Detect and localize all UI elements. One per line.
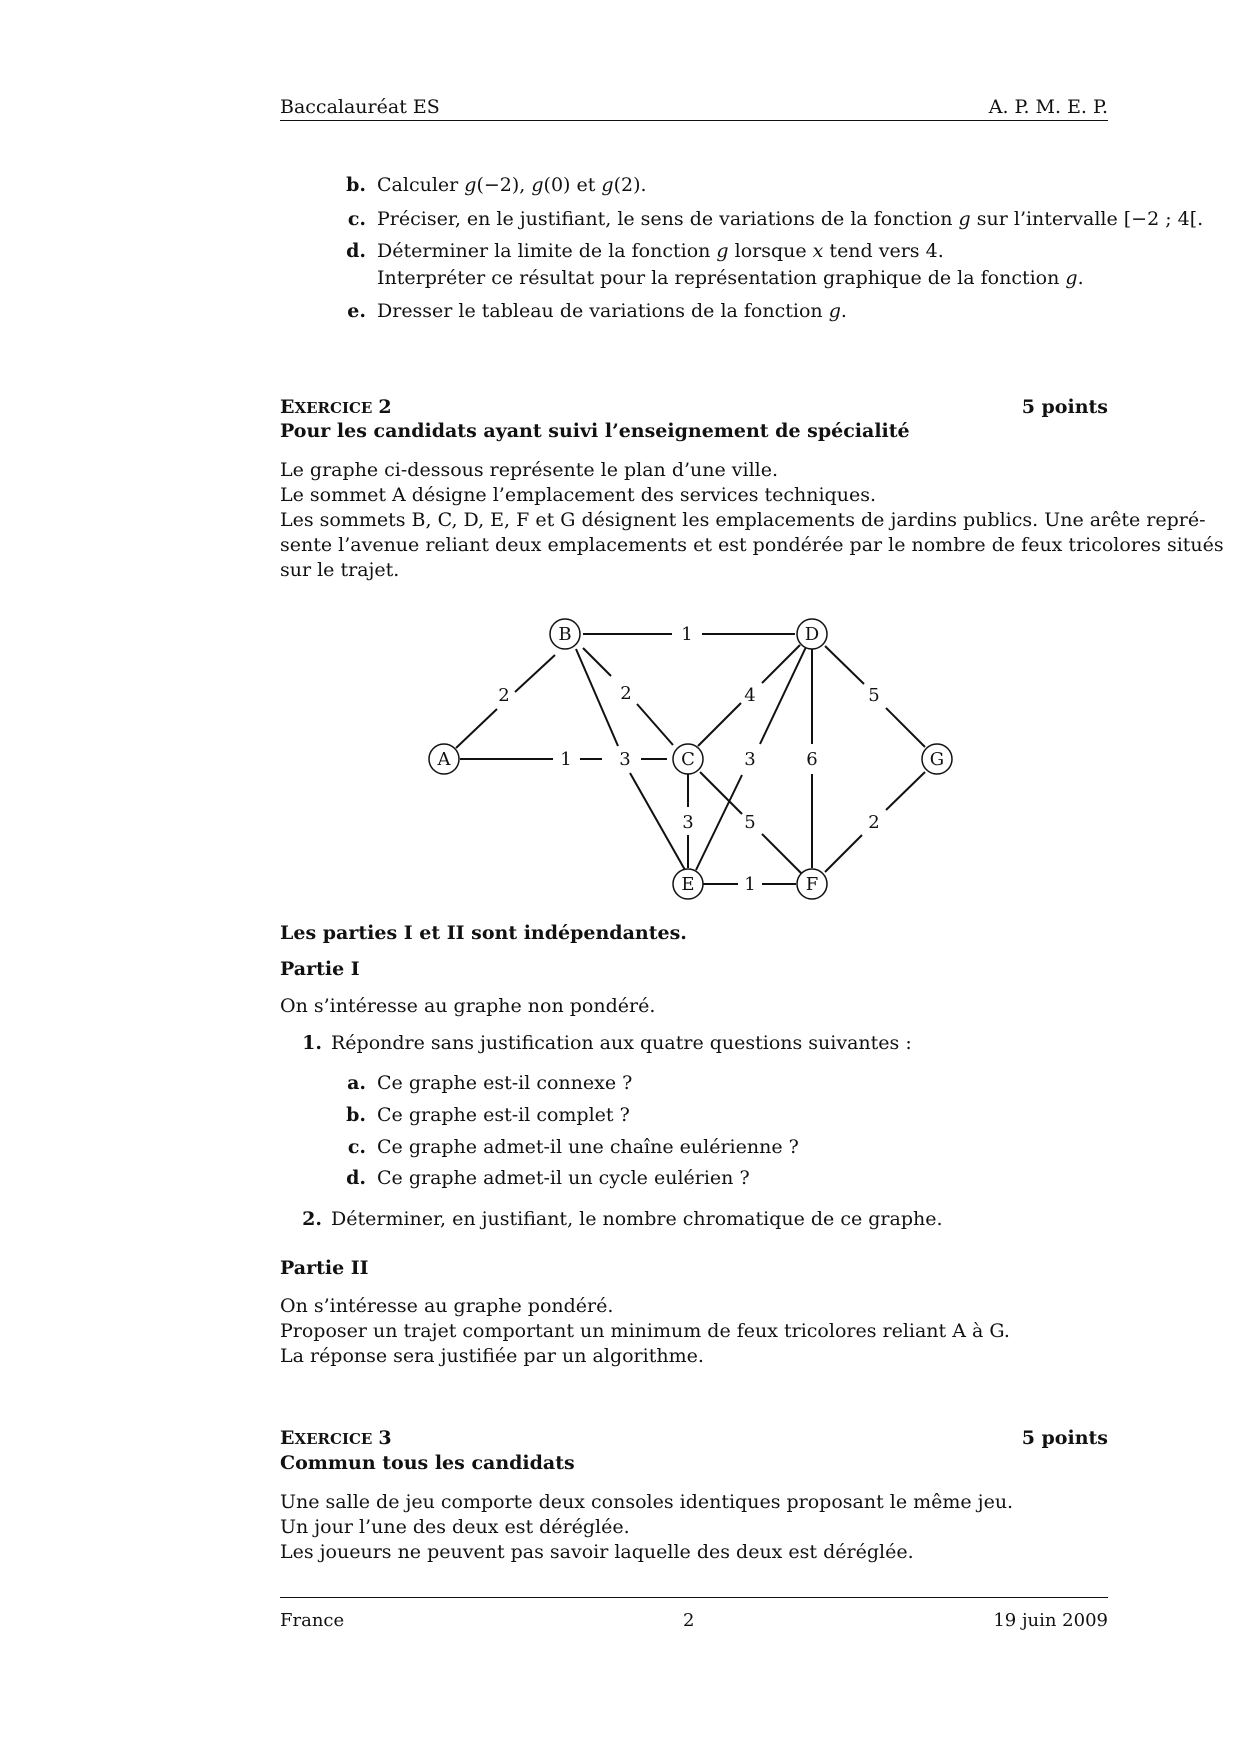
exercise-3-points: 5 points	[1021, 1427, 1108, 1449]
item-text: Calculer g(−2), g(0) et g(2).	[377, 174, 647, 196]
item-label: c.	[347, 208, 366, 230]
footer-right: 19 juin 2009	[993, 1610, 1108, 1631]
vertex-B-label: B	[558, 624, 572, 645]
intro-line: Le sommet A désigne l’emplacement des services techniques.	[280, 484, 876, 506]
edge-BE-1	[576, 649, 618, 746]
edge-CF-2	[762, 834, 802, 874]
weight-DE: 3	[744, 749, 756, 770]
sub-text: Ce graphe admet-il une chaîne eulérienne ?	[377, 1136, 799, 1158]
part-2-line: Proposer un trajet comportant un minimum de feux tricolores reliant A à G.	[280, 1320, 1010, 1342]
exercise-3-line: Les joueurs ne peuvent pas savoir laquelle des deux est déréglée.	[280, 1541, 914, 1563]
weight-AC: 1	[560, 749, 572, 770]
part-2-text	[280, 1294, 1110, 1369]
vertex-A-label: A	[437, 749, 451, 770]
sub-text: Ce graphe admet-il un cycle eulérien ?	[377, 1167, 750, 1189]
edge-DE-2	[696, 775, 742, 870]
exercise-3-title: EXERCICE 3	[280, 1427, 392, 1449]
question-number: 2.	[302, 1208, 322, 1230]
edge-FG-1	[825, 835, 862, 872]
vertex-E-label: E	[681, 874, 695, 895]
edge-CF-1	[700, 772, 742, 814]
parts-independent-note: Les parties I et II sont indépendantes.	[280, 922, 687, 944]
edge-CD-2	[762, 645, 800, 683]
weight-BD: 1	[681, 624, 693, 645]
part-1-title: Partie I	[280, 958, 360, 980]
running-header-right: A. P. M. E. P.	[988, 96, 1108, 118]
sub-text: Ce graphe est-il complet ?	[377, 1104, 630, 1126]
exercise-2-title: EXERCICE 2	[280, 396, 392, 418]
exercise-3-line: Une salle de jeu comporte deux consoles identiques proposant le même jeu.	[280, 1491, 1014, 1513]
exercise-3-subtitle: Commun tous les candidats	[280, 1452, 575, 1474]
weight-CF: 5	[744, 812, 756, 833]
question-text: Déterminer, en justifiant, le nombre chromatique de ce graphe.	[331, 1208, 943, 1230]
item-label: d.	[346, 240, 366, 262]
edge-FG-2	[886, 772, 925, 810]
weight-EF: 1	[744, 874, 756, 895]
intro-line: Les sommets B, C, D, E, F et G désignent les emplacements de jardins publics. Une arête repré-	[280, 509, 1206, 531]
footer-rule	[280, 1597, 1108, 1598]
weight-CD: 4	[744, 685, 756, 706]
sub-label: b.	[346, 1104, 366, 1126]
page-number: 2	[683, 1610, 695, 1631]
edge-CD-1	[698, 703, 741, 746]
edge-DG-2	[886, 708, 925, 747]
part-2-title: Partie II	[280, 1257, 369, 1279]
sub-label: d.	[346, 1167, 366, 1189]
question-number: 1.	[302, 1032, 322, 1054]
item-text: Préciser, en le justifiant, le sens de variations de la fonction g sur l’intervalle [−2 ; 4[.	[377, 208, 1204, 230]
weight-DF: 6	[806, 749, 818, 770]
item-label: b.	[346, 174, 366, 196]
vertex-D-label: D	[804, 624, 820, 645]
item-text: Dresser le tableau de variations de la fonction g.	[377, 300, 847, 322]
edge-BE-2	[630, 773, 685, 870]
part-2-line: La réponse sera justifiée par un algorithme.	[280, 1345, 704, 1367]
exercise-3-text	[280, 1490, 1110, 1565]
footer-left: France	[280, 1610, 345, 1631]
intro-line: sente l’avenue reliant deux emplacements et est pondérée par le nombre de feux tricolores situés	[280, 534, 1224, 556]
weight-FG: 2	[868, 812, 880, 833]
weight-AB: 2	[498, 685, 510, 706]
sub-label: c.	[347, 1136, 366, 1158]
weight-DG: 5	[868, 685, 880, 706]
edge-DG-1	[825, 646, 864, 684]
intro-line: sur le trajet.	[280, 559, 400, 581]
running-header-left: Baccalauréat ES	[280, 96, 440, 118]
part-1-intro: On s’intéresse au graphe non pondéré.	[280, 995, 656, 1017]
weight-CE: 3	[682, 812, 694, 833]
exercise-2-points: 5 points	[1021, 396, 1108, 418]
edge-AB-1	[456, 709, 497, 748]
vertex-G-label: G	[929, 749, 945, 770]
item-text: Déterminer la limite de la fonction g lorsque x tend vers 4.	[377, 240, 944, 262]
edge-AB-2	[515, 655, 555, 692]
part-2-line: On s’intéresse au graphe pondéré.	[280, 1295, 614, 1317]
weight-BC: 2	[620, 683, 632, 704]
item-text-line2: Interpréter ce résultat pour la représentation graphique de la fonction g.	[377, 267, 1084, 289]
sub-text: Ce graphe est-il connexe ?	[377, 1072, 633, 1094]
edge-BC-1	[583, 648, 611, 676]
intro-line: Le graphe ci-dessous représente le plan d’une ville.	[280, 459, 779, 481]
exercise-2-subtitle: Pour les candidats ayant suivi l’enseignement de spécialité	[280, 420, 910, 442]
weight-BE: 3	[619, 749, 631, 770]
sub-label: a.	[347, 1072, 366, 1094]
question-text: Répondre sans justification aux quatre questions suivantes :	[331, 1032, 912, 1054]
vertex-C-label: C	[681, 749, 695, 770]
vertex-F-label: F	[805, 874, 819, 895]
exercise-3-line: Un jour l’une des deux est déréglée.	[280, 1516, 630, 1538]
item-label: e.	[347, 300, 366, 322]
edge-BC-2	[637, 704, 673, 745]
